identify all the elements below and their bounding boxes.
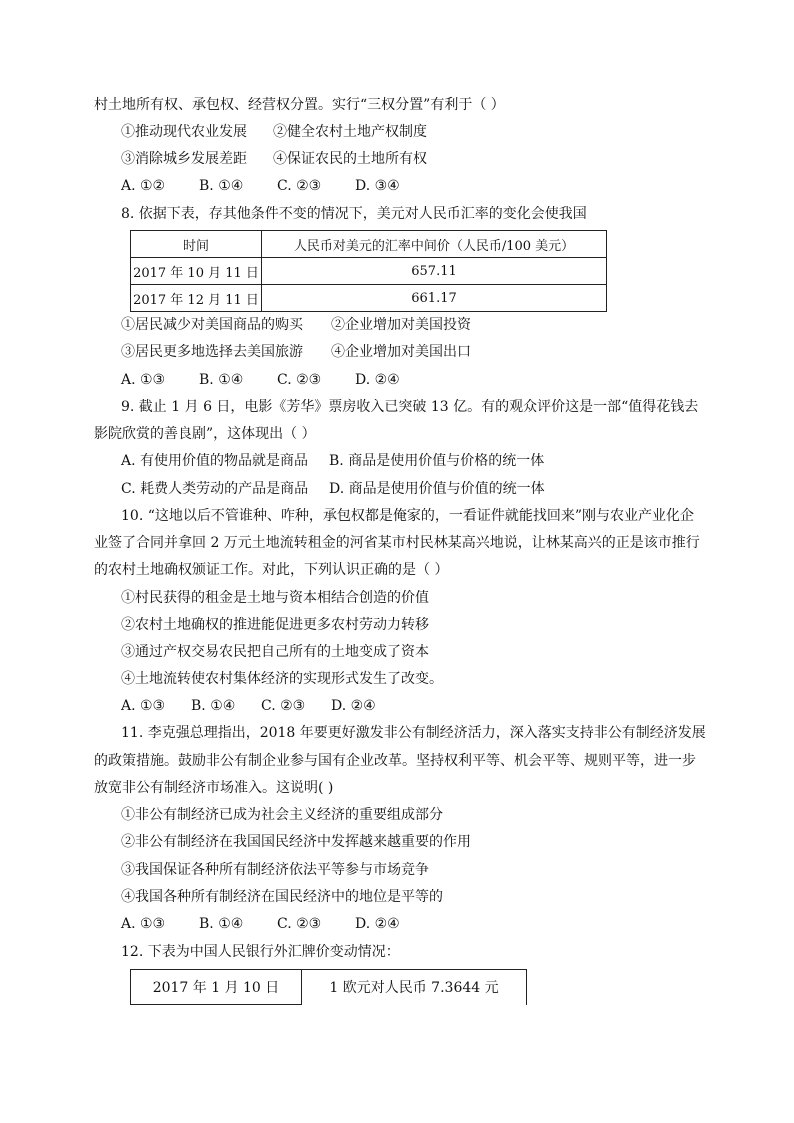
- table-row: [131, 258, 607, 285]
- q11-option-a: A. ①③: [121, 916, 166, 932]
- q10-option-d: D. ②④: [331, 698, 376, 714]
- table-cell: 661.17: [262, 285, 607, 312]
- q9-stem-line1: 9. 截止 1 月 6 日，电影《芳华》票房收入已突破 13 亿。有的观众评价这是一部“值得花钱去: [121, 399, 699, 415]
- q10-item-1: ①村民获得的租金是土地与资本相结合创造的价值: [121, 590, 429, 606]
- q9-option-a: A. 有使用价值的物品就是商品: [121, 453, 309, 469]
- q7-item-1: ①推动现代农业发展: [121, 124, 247, 140]
- q10-options: [121, 697, 376, 715]
- q12-rate-table: [130, 969, 527, 1005]
- table-cell: 1 欧元对人民币 7.3644 元: [302, 970, 527, 1005]
- q12-stem: 12. 下表为中国人民银行外汇牌价变动情况：: [121, 944, 400, 960]
- q7-option-d: D. ③④: [355, 178, 400, 194]
- q11-options: [121, 915, 400, 933]
- q10-option-a: A. ①③: [121, 698, 166, 714]
- q7-option-a: A. ①②: [121, 178, 166, 194]
- q8-options: [121, 371, 400, 389]
- table-header-cell: 人民币对美元的汇率中间价（人民币/100 美元）: [262, 231, 607, 258]
- q10-item-4: ④土地流转使农村集体经济的实现形式发生了改变。: [121, 671, 443, 687]
- q8-stem: 8. 依据下表，存其他条件不变的情况下，美元对人民币汇率的变化会使我国: [121, 206, 587, 222]
- q7-item-row1: [121, 123, 427, 141]
- q8-item-4: ④企业增加对美国出口: [331, 344, 471, 360]
- q8-option-c: C. ②③: [277, 372, 322, 388]
- q11-option-d: D. ②④: [355, 916, 400, 932]
- q9-option-row1: [121, 452, 544, 470]
- q7-options: [121, 177, 400, 195]
- q11-item-4: ④我国各种所有制经济在国民经济中的地位是平等的: [121, 889, 443, 905]
- q8-option-a: A. ①③: [121, 372, 166, 388]
- q7-item-2: ②健全农村土地产权制度: [273, 124, 427, 140]
- q8-rate-table: [130, 230, 607, 312]
- q7-option-c: C. ②③: [277, 178, 322, 194]
- table-row: [131, 285, 607, 312]
- table-cell: 2017 年 12 月 11 日: [131, 285, 262, 312]
- table-header-cell: 时间: [131, 231, 262, 258]
- q9-stem-line2: 影院欣赏的善良剧”，这体现出（ ）: [94, 426, 316, 442]
- q9-option-b: B. 商品是使用价值与价格的统一体: [329, 453, 545, 469]
- q8-item-row1: [121, 316, 471, 334]
- q10-option-c: C. ②③: [261, 698, 306, 714]
- q8-option-b: B. ①④: [199, 372, 244, 388]
- q11-option-b: B. ①④: [199, 916, 244, 932]
- q10-item-2: ②农村土地确权的推进能促进更多农村劳动力转移: [121, 617, 429, 633]
- q7-item-3: ③消除城乡发展差距: [121, 151, 247, 167]
- q7-item-row2: [121, 150, 427, 168]
- q11-item-3: ③我国保证各种所有制经济依法平等参与市场竞争: [121, 862, 429, 878]
- q10-stem-line1: 10. “这地以后不管谁种、咋种，承包权都是俺家的，一看证件就能找回来”刚与农业产业化企: [121, 508, 695, 524]
- q8-item-3: ③居民更多地选择去美国旅游: [121, 344, 303, 360]
- q10-stem-line3: 的农村土地确权颁证工作。对此，下列认识正确的是（ ）: [94, 562, 449, 578]
- q11-option-c: C. ②③: [277, 916, 322, 932]
- table-cell: 2017 年 1 月 10 日: [131, 970, 302, 1005]
- q7-option-b: B. ①④: [199, 178, 244, 194]
- q10-stem-line2: 业签了合同并拿回 2 万元土地流转租金的河省某市村民林某高兴地说，让林某高兴的正是该市推行: [94, 535, 700, 551]
- q8-item-1: ①居民减少对美国商品的购买: [121, 317, 303, 333]
- q10-item-3: ③通过产权交易农民把自己所有的土地变成了资本: [121, 644, 429, 660]
- q7-item-4: ④保证农民的土地所有权: [273, 151, 427, 167]
- q10-option-b: B. ①④: [191, 698, 236, 714]
- table-cell: 657.11: [262, 258, 607, 285]
- q9-option-row2: [121, 480, 545, 498]
- table-header-row: [131, 231, 607, 258]
- q9-option-d: D. 商品是使用价值与价值的统一体: [329, 481, 545, 497]
- q9-option-c: C. 耗费人类劳动的产品是商品: [121, 481, 309, 497]
- q7-stem: 村土地所有权、承包权、经营权分置。实行“三权分置”有利于（ ）: [94, 97, 505, 113]
- q8-item-row2: [121, 343, 471, 361]
- table-cell: 2017 年 10 月 11 日: [131, 258, 262, 285]
- q11-stem-line2: 的政策措施。鼓励非公有制企业参与国有企业改革。坚持权利平等、机会平等、规则平等，进一步: [94, 753, 696, 769]
- q8-item-2: ②企业增加对美国投资: [331, 317, 471, 333]
- q8-option-d: D. ②④: [355, 372, 400, 388]
- q11-item-1: ①非公有制经济已成为社会主义经济的重要组成部分: [121, 807, 443, 823]
- q11-stem-line3: 放宽非公有制经济市场准入。这说明( ): [94, 780, 334, 796]
- q11-item-2: ②非公有制经济在我国国民经济中发挥越来越重要的作用: [121, 834, 471, 850]
- q11-stem-line1: 11. 李克强总理指出，2018 年要更好激发非公有制经济活力，深入落实支持非公有制经济发展: [121, 725, 706, 741]
- table-row: [131, 970, 527, 1005]
